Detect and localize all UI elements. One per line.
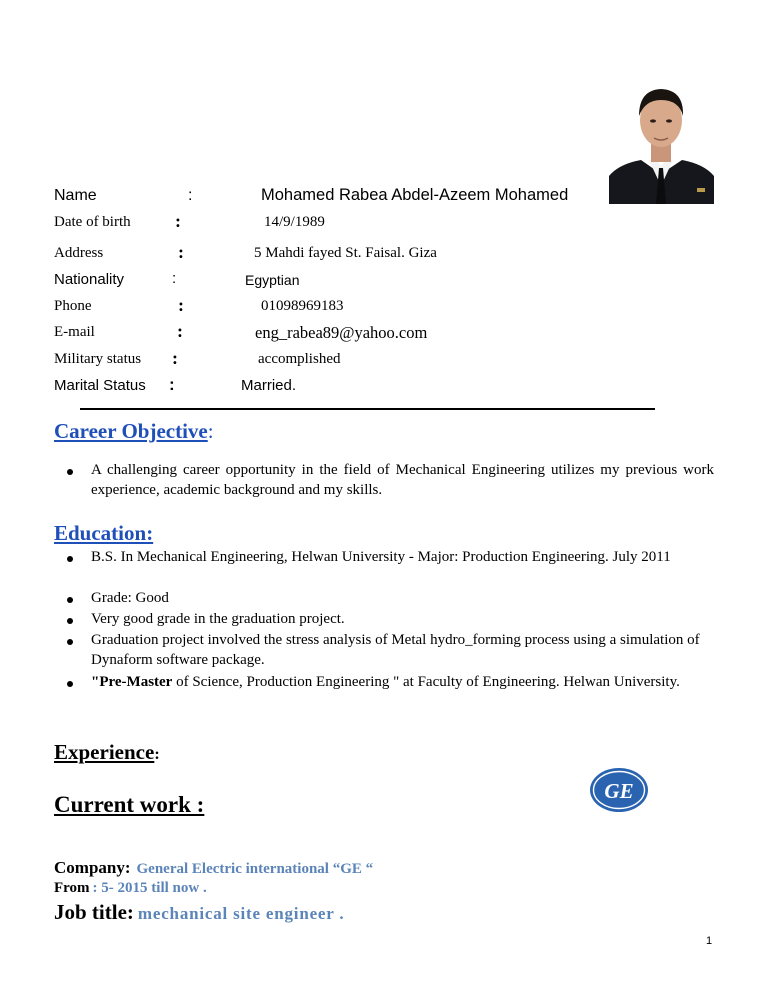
dob-label: Date of birth (54, 214, 131, 230)
job-title-label: Job title: (54, 900, 134, 924)
military-colon: : (172, 348, 178, 368)
career-heading (54, 419, 214, 444)
marital-value: Married. (241, 377, 297, 394)
name-label: Name (54, 187, 97, 204)
ge-logo (587, 766, 651, 814)
phone-value: 01098969183 (261, 298, 344, 314)
career-item: A challenging career opportunity in the field of Mechanical Engineering utilizes my previous work experience, academic background and my skills. (91, 462, 714, 498)
address-label: Address (54, 245, 104, 261)
company-line (54, 858, 373, 878)
ge-logo-icon (587, 766, 651, 814)
company-value: General Electric international “GE “ (136, 861, 374, 877)
current-work-heading: Current work : (54, 792, 205, 817)
education-item-grade: Grade: Good (91, 590, 169, 606)
education-item-premaster (91, 672, 701, 692)
email-label: E-mail (54, 324, 95, 340)
nationality-value: Egyptian (245, 272, 300, 288)
divider-line (80, 408, 655, 410)
address-value: 5 Mahdi fayed St. Faisal. Giza (254, 245, 437, 261)
military-value: accomplished (258, 351, 341, 367)
phone-colon: : (178, 295, 184, 315)
nationality-colon: : (172, 270, 177, 287)
page-number: 1 (706, 935, 713, 947)
address-colon: : (178, 242, 184, 262)
phone-label: Phone (54, 298, 92, 314)
from-value: : 5- 2015 till now . (92, 880, 207, 896)
email-colon: : (177, 321, 183, 341)
premaster-rest: of Science, Production Engineering " at Faculty of Engineering. Helwan University. (172, 674, 680, 690)
from-line (54, 880, 207, 897)
email-value: eng_rabea89@yahoo.com (255, 323, 428, 342)
education-heading: Education: (54, 521, 154, 545)
name-value: Mohamed Rabea Abdel-Azeem Mohamed (261, 186, 569, 204)
from-label: From (54, 880, 90, 896)
education-item-degree: B.S. In Mechanical Engineering, Helwan University - Major: Production Engineering. July 2011 (91, 549, 671, 565)
profile-photo-icon (609, 76, 714, 204)
education-item-project-grade: Very good grade in the graduation project. (91, 611, 345, 627)
experience-heading (54, 740, 160, 765)
career-heading-colon: : (207, 419, 214, 443)
marital-label: Marital Status (54, 377, 146, 394)
premaster-bold: "Pre-Master (91, 674, 173, 690)
company-label: Company: (54, 858, 131, 877)
experience-heading-colon: : (154, 746, 160, 763)
nationality-label: Nationality (54, 271, 125, 288)
profile-photo (609, 76, 714, 204)
experience-heading-text: Experience (54, 740, 155, 764)
ge-logo-text: GE (604, 779, 634, 803)
career-heading-text: Career Objective (54, 419, 208, 443)
job-title-line (54, 900, 344, 925)
education-item-project: Graduation project involved the stress analysis of Metal hydro_forming process using a simulation of Dynaform software package. (91, 632, 700, 668)
job-title-value: mechanical site engineer . (137, 904, 345, 923)
military-label: Military status (54, 351, 142, 367)
name-colon: : (188, 187, 193, 204)
dob-value: 14/9/1989 (264, 214, 325, 230)
marital-colon: : (169, 375, 175, 394)
dob-colon: : (175, 211, 181, 231)
